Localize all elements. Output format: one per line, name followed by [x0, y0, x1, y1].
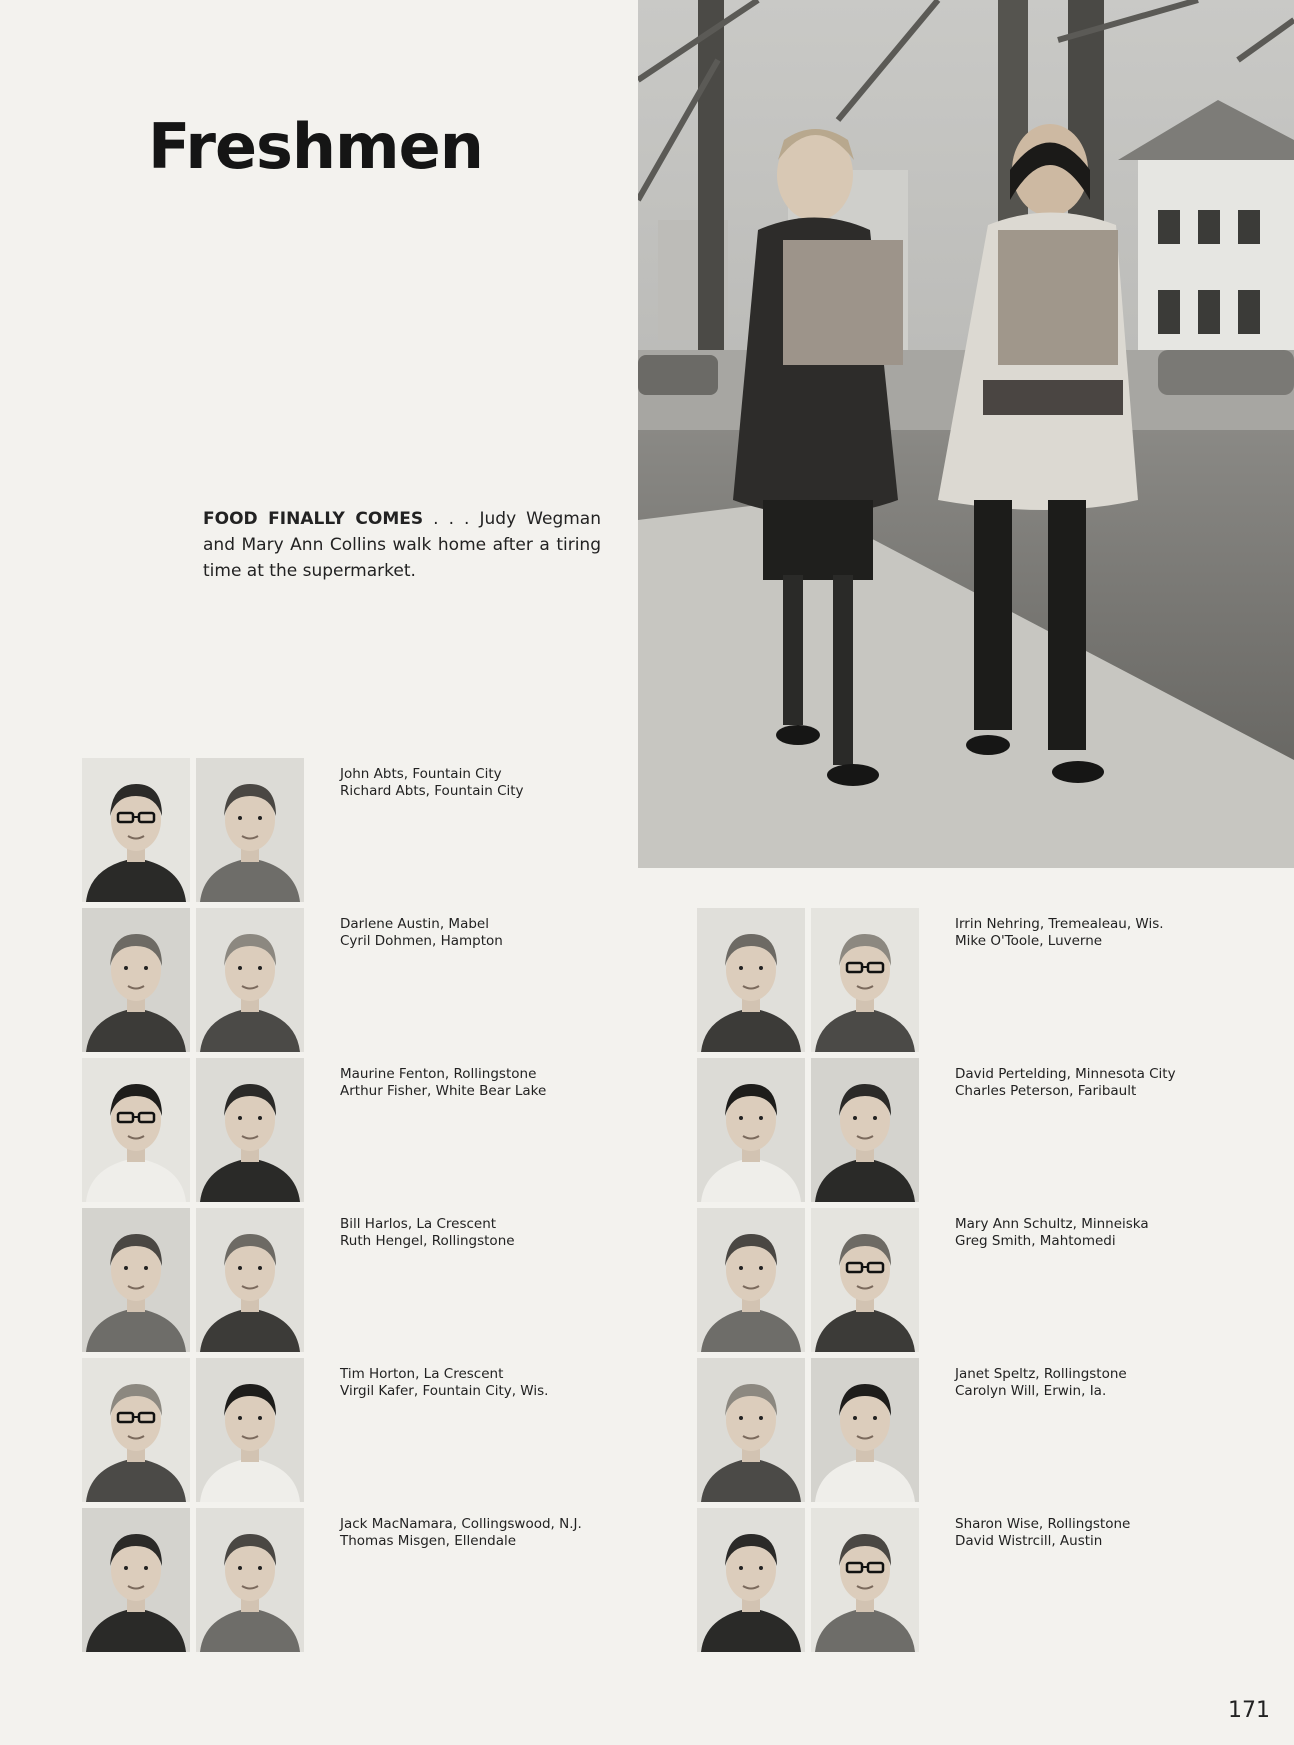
student-portrait [811, 1358, 919, 1502]
student-names [340, 1216, 515, 1250]
student-names [340, 1066, 546, 1100]
student-name: Greg Smith, Mahtomedi [955, 1233, 1116, 1249]
student-portrait [196, 758, 304, 902]
student-portrait [697, 1208, 805, 1352]
student-name: Maurine Fenton, Rollingstone [340, 1066, 537, 1082]
caption-text: . . . Judy Wegman and Mary Ann Collins walk home after a tiring time at the supermarket. [203, 509, 601, 581]
student-name: Janet Speltz, Rollingstone [955, 1366, 1127, 1382]
student-portrait [697, 1358, 805, 1502]
student-name: Arthur Fisher, White Bear Lake [340, 1083, 547, 1099]
student-name: David Pertelding, Minnesota City [955, 1066, 1176, 1082]
student-portrait [196, 1508, 304, 1652]
student-name: Bill Harlos, La Crescent [340, 1216, 497, 1232]
student-names [955, 1516, 1130, 1550]
student-portrait [811, 1058, 919, 1202]
student-name: Richard Abts, Fountain City [340, 783, 524, 799]
student-portrait [697, 908, 805, 1052]
student-portrait [196, 908, 304, 1052]
student-name: Carolyn Will, Erwin, Ia. [955, 1383, 1107, 1399]
student-names [955, 1066, 1176, 1100]
student-portrait [82, 908, 190, 1052]
student-names [340, 766, 524, 800]
student-names [955, 916, 1164, 950]
student-names [340, 1516, 582, 1550]
student-names [340, 1366, 548, 1400]
caption-lead: FOOD FINALLY COMES [203, 509, 424, 529]
student-name: Jack MacNamara, Collingswood, N.J. [340, 1516, 582, 1532]
student-portrait [82, 1508, 190, 1652]
student-portrait [811, 1208, 919, 1352]
student-portrait [82, 1358, 190, 1502]
student-portrait [196, 1208, 304, 1352]
student-portrait [196, 1058, 304, 1202]
student-portrait [811, 908, 919, 1052]
student-names [955, 1366, 1127, 1400]
student-name: Virgil Kafer, Fountain City, Wis. [340, 1383, 549, 1399]
student-names [955, 1216, 1149, 1250]
main-photo [638, 0, 1294, 868]
student-name: Ruth Hengel, Rollingstone [340, 1233, 515, 1249]
student-name: John Abts, Fountain City [340, 766, 502, 782]
student-name: Charles Peterson, Faribault [955, 1083, 1137, 1099]
student-name: Tim Horton, La Crescent [340, 1366, 504, 1382]
student-name: David Wistrcill, Austin [955, 1533, 1103, 1549]
student-name: Darlene Austin, Mabel [340, 916, 489, 932]
student-name: Sharon Wise, Rollingstone [955, 1516, 1131, 1532]
student-portrait [82, 1058, 190, 1202]
student-portrait [811, 1508, 919, 1652]
student-portrait [697, 1058, 805, 1202]
student-name: Mike O'Toole, Luverne [955, 933, 1103, 949]
student-names [340, 916, 503, 950]
student-portrait [82, 758, 190, 902]
student-portrait [196, 1358, 304, 1502]
page-number: 171 [1228, 1698, 1270, 1723]
student-portrait [82, 1208, 190, 1352]
student-name: Irrin Nehring, Tremealeau, Wis. [955, 916, 1164, 932]
student-portrait [697, 1508, 805, 1652]
photo-caption [203, 506, 601, 584]
student-name: Cyril Dohmen, Hampton [340, 933, 503, 949]
student-name: Mary Ann Schultz, Minneiska [955, 1216, 1149, 1232]
page-title: Freshmen [148, 110, 483, 183]
student-name: Thomas Misgen, Ellendale [340, 1533, 517, 1549]
